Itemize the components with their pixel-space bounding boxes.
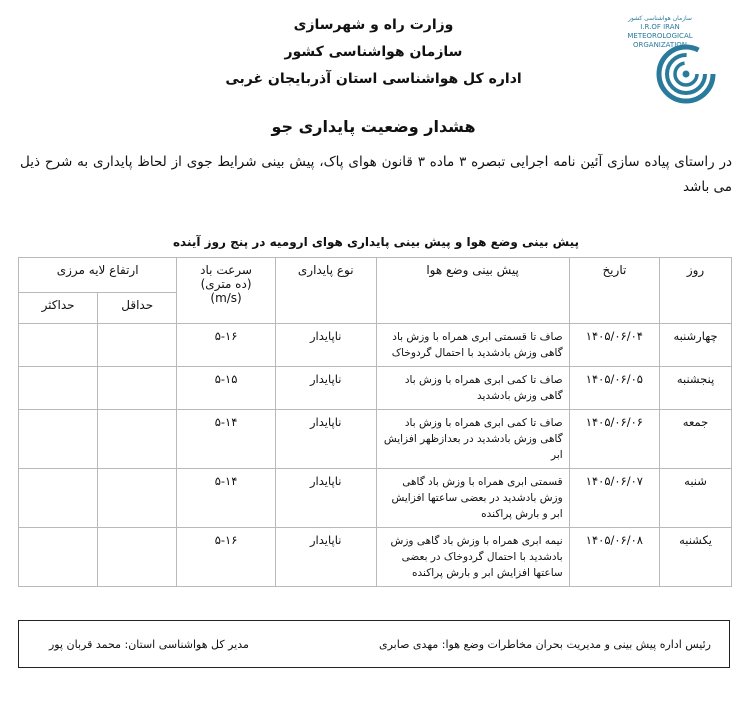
cell-date: ۱۴۰۵/۰۶/۰۷	[569, 469, 659, 528]
header-min: حداقل	[98, 293, 177, 324]
cell-min	[98, 469, 177, 528]
cell-stability: ناپایدار	[275, 528, 376, 587]
cell-forecast: قسمتی ابری همراه با وزش باد گاهی وزش بادشدید در بعضی ساعتها افزایش ابر و بارش پراکنده	[376, 469, 569, 528]
cell-max	[19, 410, 98, 469]
cell-forecast: صاف تا قسمتی ابری همراه با وزش باد گاهی وزش بادشدید با احتمال گردوخاک	[376, 324, 569, 367]
table-row	[19, 367, 732, 410]
cell-day: جمعه	[660, 410, 732, 469]
cell-min	[98, 367, 177, 410]
header-stability: نوع پایداری	[275, 258, 376, 324]
forecast-table	[18, 257, 732, 587]
signature-box	[18, 620, 730, 668]
header-forecast: پیش بینی وضع هوا	[376, 258, 569, 324]
cell-day: شنبه	[660, 469, 732, 528]
cell-date: ۱۴۰۵/۰۶/۰۶	[569, 410, 659, 469]
header-wind	[177, 258, 276, 324]
cell-date: ۱۴۰۵/۰۶/۰۴	[569, 324, 659, 367]
logo-swirl-icon	[656, 44, 716, 104]
cell-stability: ناپایدار	[275, 469, 376, 528]
logo-text-en-3: ORGANIZATION	[632, 41, 687, 49]
letterhead	[150, 12, 597, 93]
department-name: اداره کل هواشناسی استان آذربایجان غربی	[225, 71, 522, 87]
cell-max	[19, 528, 98, 587]
header-wind-line-2: (ده متری)	[200, 277, 252, 291]
cell-max	[19, 324, 98, 367]
header-date: تاریخ	[569, 258, 659, 324]
intro-paragraph: در راستای پیاده سازی آئین نامه اجرایی تبصره ۳ ماده ۳ قانون هوای پاک، پیش بینی شرایط جوی از لحاظ پایداری به شرح ذیل می باشد	[20, 154, 732, 195]
header-wind-line-3: (m/s)	[210, 291, 242, 305]
logo-text-fa: سازمان هواشناسی کشور	[628, 15, 692, 22]
cell-wind: ۵-۱۶	[177, 324, 276, 367]
cell-stability: ناپایدار	[275, 410, 376, 469]
header-max: حداکثر	[19, 293, 98, 324]
cell-wind: ۵-۱۶	[177, 528, 276, 587]
organization-name: سازمان هواشناسی کشور	[284, 44, 463, 60]
ministry-name: وزارت راه و شهرسازی	[293, 17, 454, 33]
cell-day: چهارشنبه	[660, 324, 732, 367]
logo-text-en-2: METEOROLOGICAL	[627, 32, 693, 40]
header-wind-line-1: سرعت باد	[200, 263, 252, 277]
forecast-head-signature: رئیس اداره پیش بینی و مدیریت بحران مخاطرات وضع هوا: مهدی صابری	[379, 638, 711, 651]
table-row	[19, 324, 732, 367]
page-title: هشدار وضعیت پایداری جو	[271, 117, 476, 136]
table-header-row	[19, 258, 732, 293]
cell-stability: ناپایدار	[275, 367, 376, 410]
cell-forecast: صاف تا کمی ابری همراه با وزش باد گاهی وزش بادشدید	[376, 367, 569, 410]
cell-wind: ۵-۱۴	[177, 469, 276, 528]
header-day: روز	[660, 258, 732, 324]
table-row	[19, 528, 732, 587]
cell-stability: ناپایدار	[275, 324, 376, 367]
cell-min	[98, 528, 177, 587]
cell-wind: ۵-۱۴	[177, 410, 276, 469]
cell-max	[19, 367, 98, 410]
cell-day: پنجشنبه	[660, 367, 732, 410]
cell-forecast: صاف تا کمی ابری همراه با وزش باد گاهی وزش بادشدید در بعدازظهر افزایش ابر	[376, 410, 569, 469]
table-row	[19, 469, 732, 528]
cell-wind: ۵-۱۵	[177, 367, 276, 410]
cell-min	[98, 324, 177, 367]
cell-max	[19, 469, 98, 528]
table-row	[19, 410, 732, 469]
header-mixing-height: ارتفاع لایه مرزی	[19, 258, 177, 293]
meteorological-organization-logo	[608, 14, 720, 98]
director-signature: مدیر کل هواشناسی استان: محمد قربان پور	[49, 638, 249, 651]
cell-forecast: نیمه ابری همراه با وزش باد گاهی وزش بادشدید با احتمال گردوخاک در بعضی ساعتها افزایش ابر و بارش پراکنده	[376, 528, 569, 587]
logo-text-en-1: I.R.OF IRAN	[640, 23, 680, 31]
cell-date: ۱۴۰۵/۰۶/۰۸	[569, 528, 659, 587]
cell-day: یکشنبه	[660, 528, 732, 587]
cell-date: ۱۴۰۵/۰۶/۰۵	[569, 367, 659, 410]
table-title: پیش بینی وضع هوا و پیش بینی پایداری هوای ارومیه در پنج روز آینده	[172, 235, 580, 249]
cell-min	[98, 410, 177, 469]
